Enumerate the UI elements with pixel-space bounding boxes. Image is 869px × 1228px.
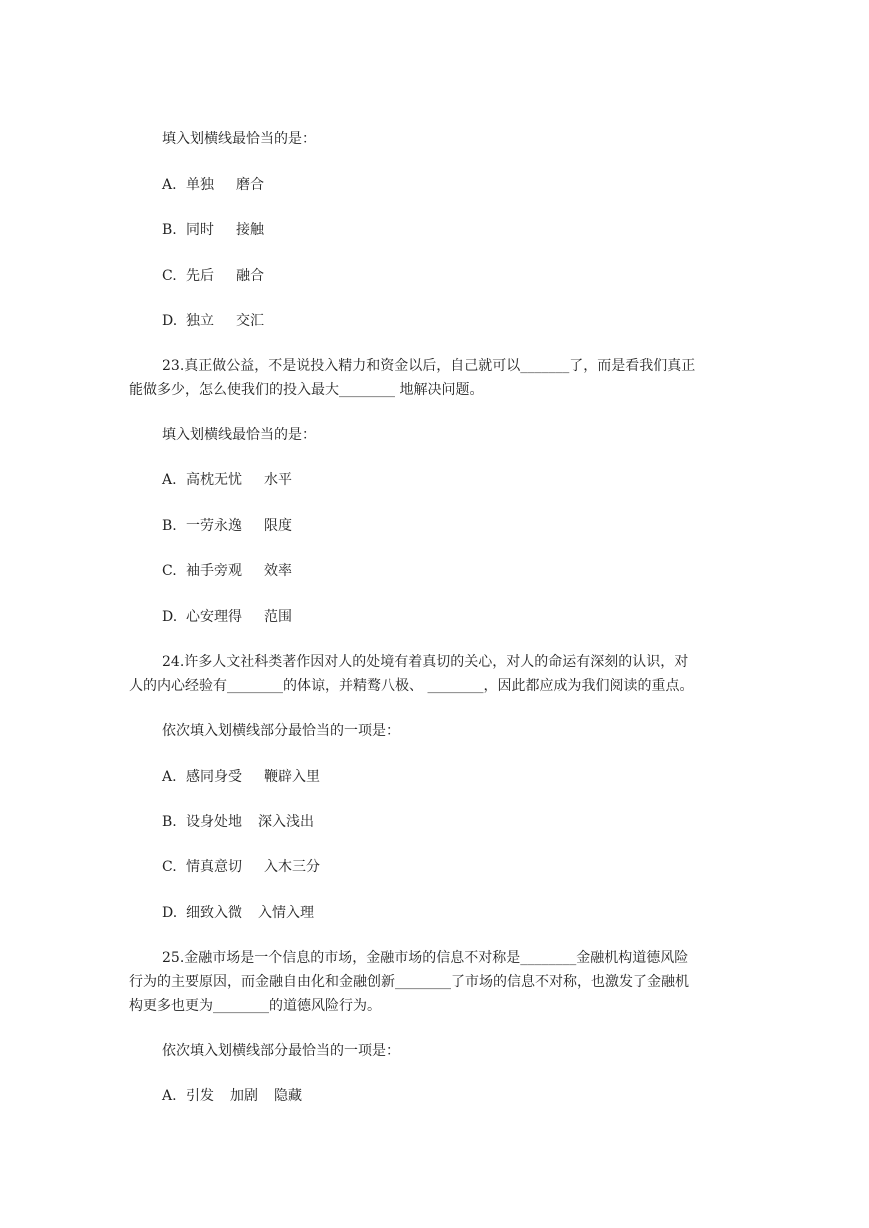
option-text-1: 感同身受 bbox=[186, 769, 242, 785]
q25-prompt: 依次填入划横线部分最恰当的一项是： bbox=[162, 1043, 400, 1059]
option-text-1: 细致入微 bbox=[186, 905, 242, 921]
option-letter: D. bbox=[162, 609, 178, 625]
option-text-1: 心安理得 bbox=[186, 609, 242, 625]
q24-prompt: 依次填入划横线部分最恰当的一项是： bbox=[162, 723, 400, 739]
option-text-2: 鞭辟入里 bbox=[264, 769, 320, 785]
option-letter: B. bbox=[162, 222, 177, 238]
option-letter: C. bbox=[162, 859, 177, 875]
q23-option-c bbox=[162, 562, 292, 580]
q23-prompt: 填入划横线最恰当的是： bbox=[162, 427, 316, 443]
option-text-1: 高枕无忧 bbox=[186, 472, 242, 488]
q24-option-d bbox=[162, 904, 314, 922]
q25-stem-line-1: 25.金融市场是一个信息的市场，金融市场的信息不对称是________金融机构道德风险 bbox=[162, 950, 689, 966]
q23-stem-line-1: 23.真正做公益，不是说投入精力和资金以后，自己就可以_______了，而是看我们真正 bbox=[162, 358, 696, 374]
option-text-2: 融合 bbox=[236, 268, 264, 284]
option-text-2: 限度 bbox=[264, 518, 292, 534]
option-letter: D. bbox=[162, 905, 178, 921]
q22-prompt: 填入划横线最恰当的是： bbox=[162, 131, 316, 147]
q24-option-c bbox=[162, 858, 320, 876]
q23-option-d bbox=[162, 608, 292, 626]
option-text-2: 磨合 bbox=[236, 177, 264, 193]
option-letter: B. bbox=[162, 518, 177, 534]
q23-option-a bbox=[162, 471, 292, 489]
option-text-2: 入情入理 bbox=[258, 905, 314, 921]
option-letter: A. bbox=[162, 769, 177, 785]
q25-stem-line-2: 行为的主要原因，而金融自由化和金融创新________了市场的信息不对称，也激发了金融机 bbox=[129, 974, 689, 990]
q22-option-c bbox=[162, 267, 264, 285]
option-text-1: 引发 bbox=[186, 1088, 214, 1104]
q24-option-b bbox=[162, 813, 314, 831]
q23-option-b bbox=[162, 517, 292, 535]
option-text-1: 先后 bbox=[186, 268, 214, 284]
option-text-1: 一劳永逸 bbox=[186, 518, 242, 534]
option-text-2: 交汇 bbox=[236, 313, 264, 329]
option-letter: D. bbox=[162, 313, 178, 329]
option-letter: A. bbox=[162, 1088, 177, 1104]
option-text-2: 加剧 bbox=[230, 1088, 258, 1104]
option-text-2: 效率 bbox=[264, 563, 292, 579]
option-text-1: 袖手旁观 bbox=[186, 563, 242, 579]
q24-stem-line-1: 24.许多人文社科类著作因对人的处境有着真切的关心，对人的命运有深刻的认识，对 bbox=[162, 654, 689, 670]
option-text-1: 设身处地 bbox=[186, 814, 242, 830]
option-letter: A. bbox=[162, 177, 177, 193]
q25-stem-line-3: 构更多也更为________的道德风险行为。 bbox=[129, 998, 381, 1014]
option-text-1: 情真意切 bbox=[186, 859, 242, 875]
option-letter: B. bbox=[162, 814, 177, 830]
option-text-1: 同时 bbox=[186, 222, 214, 238]
option-text-1: 独立 bbox=[186, 313, 214, 329]
option-text-2: 入木三分 bbox=[264, 859, 320, 875]
option-text-2: 范围 bbox=[264, 609, 292, 625]
option-text-2: 水平 bbox=[264, 472, 292, 488]
q24-option-a bbox=[162, 768, 320, 786]
option-text-2: 深入浅出 bbox=[258, 814, 314, 830]
option-text-1: 单独 bbox=[186, 177, 214, 193]
q22-option-a bbox=[162, 176, 264, 194]
option-text-3: 隐藏 bbox=[274, 1088, 302, 1104]
option-letter: C. bbox=[162, 563, 177, 579]
option-letter: C. bbox=[162, 268, 177, 284]
q22-option-d bbox=[162, 312, 264, 330]
q22-option-b bbox=[162, 221, 264, 239]
option-letter: A. bbox=[162, 472, 177, 488]
option-text-2: 接触 bbox=[236, 222, 264, 238]
q23-stem-line-2: 能做多少，怎么使我们的投入最大________ 地解决问题。 bbox=[129, 382, 484, 398]
q25-option-a bbox=[162, 1087, 302, 1105]
q24-stem-line-2: 人的内心经验有________的体谅，并精鹜八极、 ________，因此都应成为我们阅读的重点。 bbox=[129, 678, 694, 694]
